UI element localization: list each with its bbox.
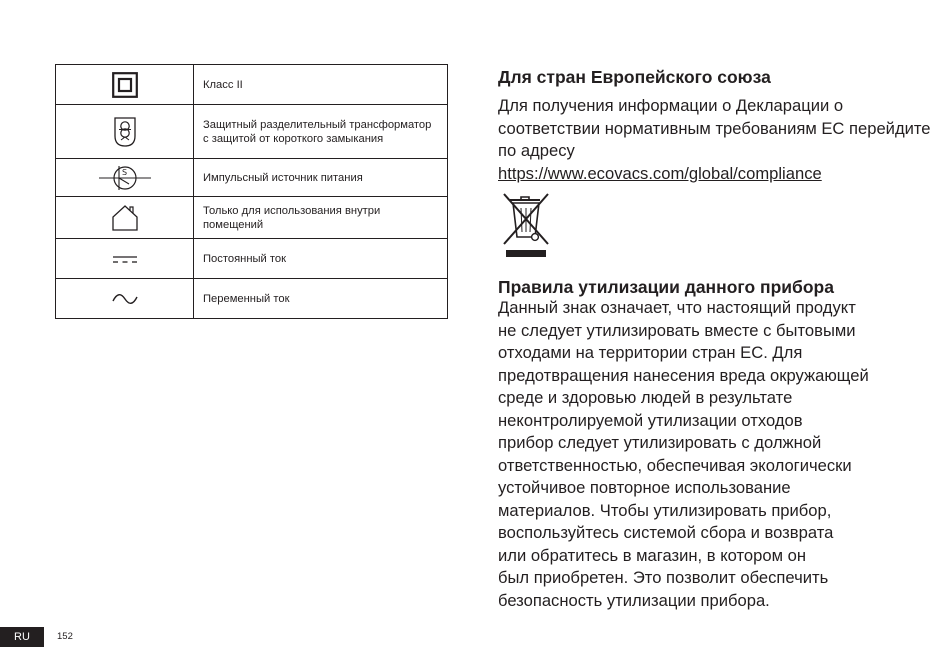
symbol-row (56, 159, 448, 197)
symbol-icon-cell (56, 65, 194, 105)
symbol-row (56, 105, 448, 159)
page-number: 152 (57, 631, 73, 642)
direct-current-icon (112, 253, 138, 265)
symbol-label: Переменный ток (194, 279, 448, 319)
symbol-icon-cell (56, 197, 194, 239)
symbols-table (55, 64, 448, 319)
symbol-row (56, 65, 448, 105)
language-tab: RU (0, 627, 44, 647)
eu-heading: Для стран Европейского союза (498, 67, 771, 87)
disposal-text: Данный знак означает, что настоящий продукт не следует утилизировать вместе с бытовыми отходами на территории стран ЕС. Для предотвращения нанесения вреда окружающей среде и здоровью людей в результате неконтролируемой утилизации отходов прибор следует утилизировать с должной ответственностью, обеспечивая экологически устойчивое повторное использование материалов. Чтобы утилизировать прибор, воспользуйтесь системой сбора и возврата или обратитесь в магазин, в котором он был приобретен. Это позволит обеспечить безопасность утилизации прибора. (498, 298, 869, 610)
eu-text: Для получения информации о Декларации о соответствии нормативным требованиям ЕС перейдите по адресу (498, 96, 931, 160)
symbol-label: Класс II (194, 65, 448, 105)
class-ii-icon (112, 72, 138, 98)
indoor-use-only-icon (110, 204, 140, 232)
crossed-out-wheelie-bin-icon (498, 190, 554, 260)
symbol-label: Только для использования внутри помещений (194, 197, 448, 239)
switch-mode-power-supply-icon (99, 163, 151, 193)
compliance-link[interactable]: https://www.ecovacs.com/global/compliance (498, 163, 822, 183)
symbol-icon-cell (56, 239, 194, 279)
symbol-label: Защитный разделительный трансформатор с защитой от короткого замыкания (194, 105, 448, 159)
symbol-icon-cell (56, 159, 194, 197)
symbol-label: Постоянный ток (194, 239, 448, 279)
symbol-icon-cell (56, 279, 194, 319)
svg-text:S: S (121, 167, 127, 177)
symbol-icon-cell (56, 105, 194, 159)
symbol-row (56, 197, 448, 239)
symbol-row (56, 279, 448, 319)
safety-isolating-transformer-icon (113, 116, 137, 148)
symbol-row (56, 239, 448, 279)
disposal-heading: Правила утилизации данного прибора (498, 277, 834, 297)
right-column (498, 66, 938, 610)
alternating-current-icon (112, 293, 138, 305)
symbol-label: Импульсный источник питания (194, 159, 448, 197)
